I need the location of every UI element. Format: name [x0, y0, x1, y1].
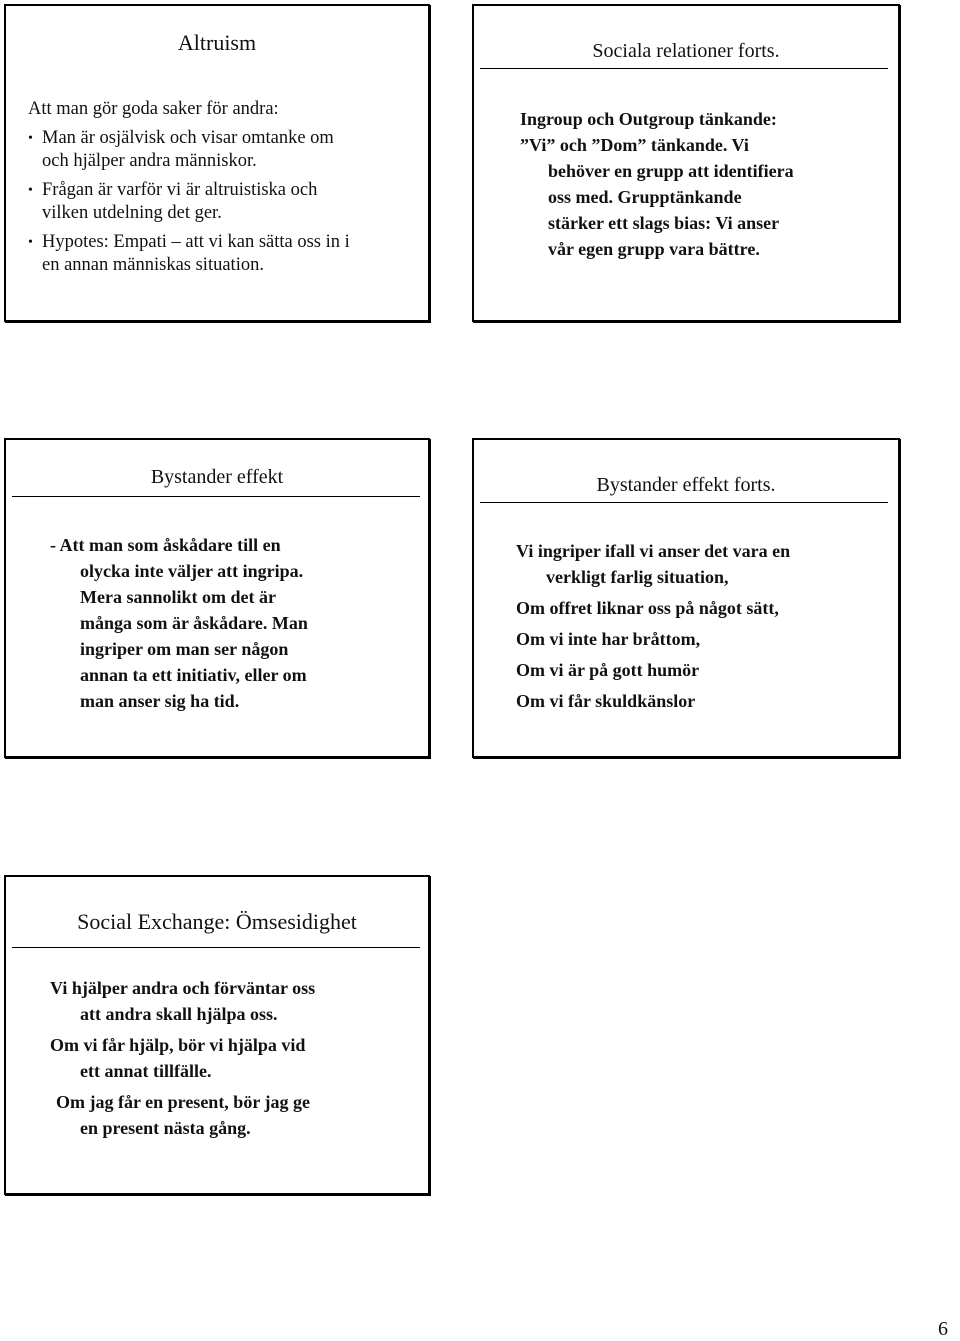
- text-line: behöver en grupp att identifiera: [548, 161, 794, 181]
- text-line: Om vi får hjälp, bör vi hjälpa vid: [50, 1035, 306, 1055]
- bullet-icon: •: [28, 131, 33, 146]
- bullet-line: Man är osjälvisk och visar omtanke om: [42, 128, 334, 148]
- slide-body: [50, 532, 410, 714]
- text-line: - Att man som åskådare till en: [50, 535, 281, 555]
- list-item: [516, 538, 886, 590]
- page-number: 6: [938, 1318, 948, 1340]
- slide-bystander-effekt-forts: [472, 438, 900, 758]
- slide-title: Altruism: [177, 30, 257, 55]
- text-line: stärker ett slags bias: Vi anser: [548, 213, 780, 233]
- slide-sociala-relationer: [472, 4, 900, 322]
- slide-altruism: [4, 4, 430, 322]
- text-line: många som är åskådare. Man: [80, 613, 308, 633]
- bullet-line: och hjälper andra människor.: [42, 151, 257, 171]
- list-item: Om offret liknar oss på något sätt,: [516, 598, 779, 618]
- bullet-line: en annan människas situation.: [42, 255, 264, 275]
- list-item: [28, 231, 408, 277]
- slide-body: [28, 98, 408, 283]
- text-line: ingriper om man ser någon: [80, 639, 289, 659]
- list-item: [50, 1089, 420, 1141]
- text-line: annan ta ett initiativ, eller om: [80, 665, 307, 685]
- slide-title: Social Exchange: Ömsesidighet: [77, 909, 357, 934]
- text-line: ”Vi” och ”Dom” tänkande. Vi: [520, 135, 749, 155]
- text-line: att andra skall hjälpa oss.: [80, 1004, 278, 1024]
- text-line: en present nästa gång.: [80, 1118, 251, 1138]
- text-line: Vi ingriper ifall vi anser det vara en: [516, 541, 791, 561]
- slide-title: Bystander effekt: [150, 466, 284, 488]
- slide-title: Bystander effekt forts.: [596, 474, 776, 496]
- text-line: Mera sannolikt om det är: [80, 587, 276, 607]
- text-line: vår egen grupp vara bättre.: [548, 239, 760, 259]
- bullet-icon: •: [28, 235, 33, 250]
- text-line: man anser sig ha tid.: [80, 691, 240, 711]
- bullet-line: Hypotes: Empati – att vi kan sätta oss in i: [42, 232, 350, 252]
- bullet-list: [28, 127, 408, 277]
- intro-text: Att man gör goda saker för andra:: [28, 99, 279, 119]
- slide-social-exchange: [4, 875, 430, 1195]
- bullet-icon: •: [28, 183, 33, 198]
- text-line: oss med. Grupptänkande: [548, 187, 742, 207]
- text-line: Vi hjälper andra och förväntar oss: [50, 978, 316, 998]
- slide-bystander-effekt: [4, 438, 430, 758]
- text-line: Om jag får en present, bör jag ge: [56, 1092, 310, 1112]
- title-divider: [12, 947, 420, 948]
- slide-body: [520, 106, 880, 262]
- list-item: [28, 179, 408, 225]
- list-item: Om vi får skuldkänslor: [516, 691, 696, 711]
- slide-body: [50, 975, 420, 1146]
- list-item: [28, 127, 408, 173]
- text-line: ett annat tillfälle.: [80, 1061, 212, 1081]
- list-item: Om vi är på gott humör: [516, 660, 700, 680]
- bullet-line: Frågan är varför vi är altruistiska och: [42, 180, 318, 200]
- slide-title: Sociala relationer forts.: [592, 40, 780, 62]
- slide-body: [516, 538, 886, 719]
- text-line: verkligt farlig situation,: [546, 567, 729, 587]
- list-item: [50, 975, 420, 1027]
- list-item: Om vi inte har bråttom,: [516, 629, 701, 649]
- bullet-line: vilken utdelning det ger.: [42, 203, 222, 223]
- text-line: olycka inte väljer att ingripa.: [80, 561, 304, 581]
- list-item: [50, 1032, 420, 1084]
- title-divider: [480, 502, 888, 503]
- title-divider: [12, 496, 420, 497]
- title-divider: [480, 68, 888, 69]
- slide-heading: Ingroup och Outgroup tänkande:: [520, 109, 777, 129]
